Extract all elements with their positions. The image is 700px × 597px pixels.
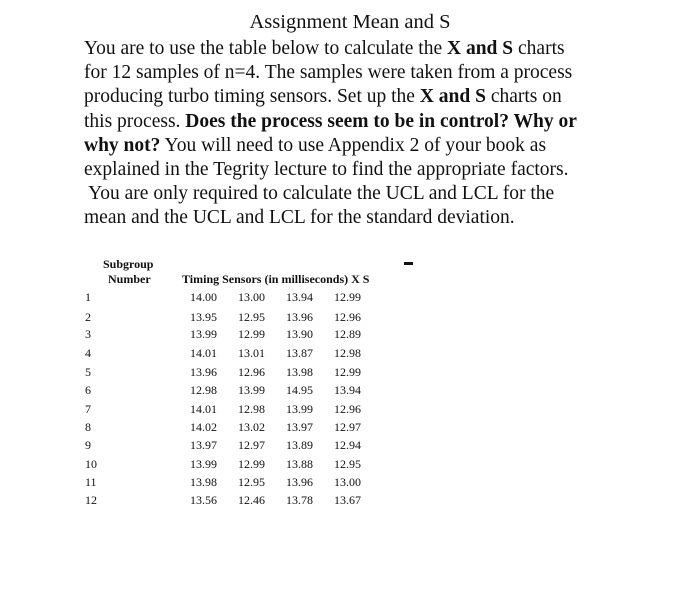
intro-line-3: producing turbo timing sensors. Set up the X and S charts on — [84, 86, 562, 108]
intro-line-6: explained in the Tegrity lecture to find the appropriate factors. — [84, 158, 569, 180]
table-row: 11 13.98 12.95 13.96 13.00 — [85, 475, 361, 489]
intro-line-2: for 12 samples of n=4. The samples were taken from a process — [84, 62, 573, 84]
intro-line-4: this process. Does the process seem to be in control? Why or — [84, 110, 577, 132]
table-row: 3 13.99 12.99 13.90 12.89 — [85, 327, 361, 341]
table-row: 1 14.00 13.00 13.94 12.99 — [85, 290, 361, 304]
x-bar-overline — [404, 262, 413, 265]
table-row: 6 12.98 13.99 14.95 13.94 — [85, 383, 361, 397]
intro-line-1: You are to use the table below to calculate the X and S charts — [84, 38, 565, 59]
intro-line-8: mean and the UCL and LCL for the standard deviation. — [84, 207, 515, 229]
intro-line-7: You are only required to calculate the UCL and LCL for the — [84, 183, 555, 205]
table-row: 2 13.95 12.95 13.96 12.96 — [85, 310, 361, 324]
table-row: 12 13.56 12.46 13.78 13.67 — [85, 493, 361, 507]
table-row: 5 13.96 12.96 13.98 12.99 — [85, 365, 361, 379]
number-header: Number — [108, 272, 151, 286]
table-row: 7 14.01 12.98 13.99 12.96 — [85, 402, 361, 416]
intro-line-5: why not? You will need to use Appendix 2 of your book as — [84, 134, 547, 156]
timing-header: Timing Sensors (in milliseconds) X S — [182, 272, 370, 286]
subgroup-header: Subgroup — [103, 257, 154, 271]
table-row: 4 14.01 13.01 13.87 12.98 — [85, 346, 361, 360]
table-row: 10 13.99 12.99 13.88 12.95 — [85, 457, 361, 471]
table-row: 9 13.97 12.97 13.89 12.94 — [85, 438, 361, 452]
table-row: 8 14.02 13.02 13.97 12.97 — [85, 420, 361, 434]
page-title: Assignment Mean and S — [249, 11, 451, 33]
